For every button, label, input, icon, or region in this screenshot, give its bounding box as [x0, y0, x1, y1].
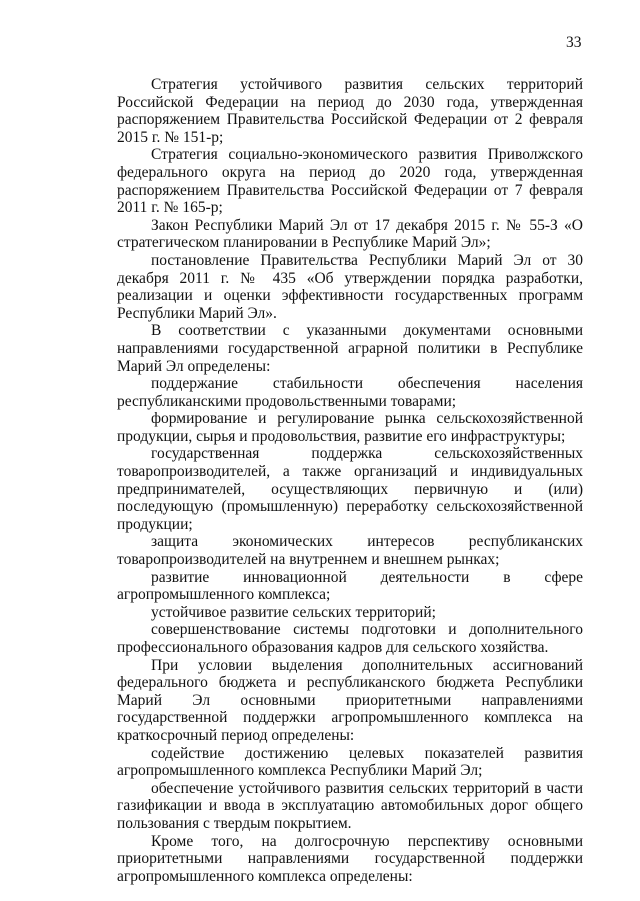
list-item: обеспечение устойчивого развития сельских территорий в части газификации и ввода в эксплуатацию автомобильных дорог общего пользования с твердым покрытием. — [117, 779, 583, 832]
document-body — [117, 76, 583, 885]
paragraph: Стратегия социально-экономического развития Приволжского федерального округа на период до 2020 года, утвержденная распоряжением Правительства Российской Федерации от 7 февраля 2011 г. № 165-р; — [117, 146, 583, 217]
list-item: содействие достижению целевых показателей развития агропромышленного комплекса Республики Марий Эл; — [117, 744, 583, 780]
paragraph: При условии выделения дополнительных ассигнований федерального бюджета и республиканского бюджета Республики Марий Эл основными приоритетными направлениями государственной поддержки агропромышленного комплекса на краткосрочный период определены: — [117, 656, 583, 744]
paragraph: Кроме того, на долгосрочную перспективу основными приоритетными направлениями государственной поддержки агропромышленного комплекса определены: — [117, 832, 583, 885]
paragraph: В соответствии с указанными документами основными направлениями государственной аграрной политики в Республике Марий Эл определены: — [117, 322, 583, 375]
list-item: устойчивое развитие сельских территорий; — [151, 603, 436, 621]
list-item: государственная поддержка сельскохозяйственных товаропроизводителей, а также организаций и индивидуальных предпринимателей, осуществляющих первичную и (или) последующую (промышленную) переработку сельскохозяйственной продукции; — [117, 445, 583, 533]
page-number: 33 — [566, 34, 582, 51]
list-item: защита экономических интересов республиканских товаропроизводителей на внутреннем и внешнем рынках; — [117, 533, 583, 569]
paragraph: постановление Правительства Республики Марий Эл от 30 декабря 2011 г. № 435 «Об утверждении порядка разработки, реализации и оценки эффективности государственных программ Республики Марий Эл». — [117, 251, 583, 322]
paragraph: Стратегия устойчивого развития сельских территорий Российской Федерации на период до 2030 года, утвержденная распоряжением Правительства Российской Федерации от 2 февраля 2015 г. № 151-р; — [117, 76, 583, 146]
list-item: поддержание стабильности обеспечения населения республиканскими продовольственными товарами; — [117, 375, 583, 410]
list-item: развитие инновационной деятельности в сфере агропромышленного комплекса; — [117, 568, 583, 604]
list-item: совершенствование системы подготовки и дополнительного профессионального образования кадров для сельского хозяйства. — [117, 621, 583, 656]
paragraph: Закон Республики Марий Эл от 17 декабря 2015 г. № 55-З «О стратегическом планировании в Республике Марий Эл»; — [117, 216, 583, 252]
list-item: формирование и регулирование рынка сельскохозяйственной продукции, сырья и продовольствия, развитие его инфраструктуры; — [117, 410, 583, 445]
